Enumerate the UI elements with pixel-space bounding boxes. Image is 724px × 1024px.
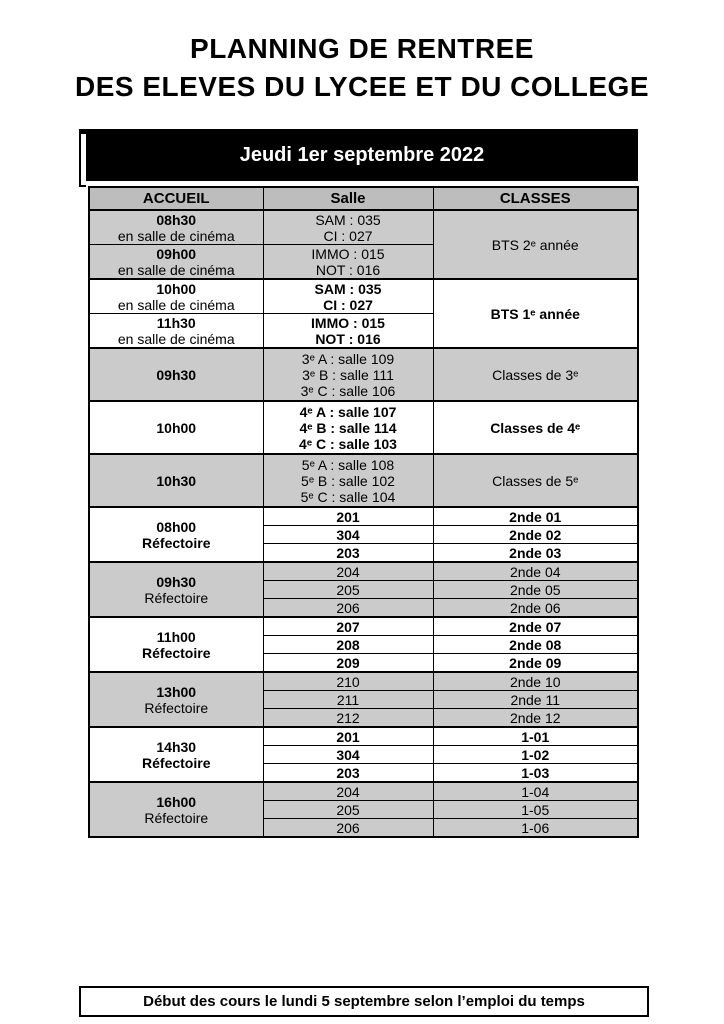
class-cell: 2nde 07 (433, 617, 638, 636)
table-row (89, 401, 638, 454)
salle-line: 5ᵉ C : salle 104 (300, 488, 396, 505)
class-cell: 1-03 (433, 764, 638, 783)
page-title (0, 0, 724, 106)
class-cell: 1-06 (433, 819, 638, 838)
time-label: 13h00 (156, 683, 197, 700)
salle-line: 5ᵉ A : salle 108 (301, 456, 395, 473)
location-label: Réfectoire (142, 754, 211, 771)
salle-line: 4ᵉ C : salle 103 (299, 435, 397, 452)
planning-table (88, 186, 639, 838)
class-cell: 2nde 01 (433, 507, 638, 526)
table-row (89, 727, 638, 746)
room-cell: 205 (263, 801, 433, 819)
accueil-cell (89, 210, 263, 245)
room-cell: 201 (263, 727, 433, 746)
table-row (89, 617, 638, 636)
time-label: 11h30 (156, 314, 196, 331)
time-label: 11h00 (156, 628, 196, 645)
room-cell: 304 (263, 746, 433, 764)
room-cell: 211 (263, 691, 433, 709)
table-row (89, 279, 638, 314)
title-line-2: DES ELEVES DU LYCEE ET DU COLLEGE (74, 71, 649, 102)
accueil-cell (89, 672, 263, 727)
room-cell: 304 (263, 526, 433, 544)
salle-cell (263, 245, 433, 280)
class-cell: 2nde 05 (433, 581, 638, 599)
salle-cell (263, 454, 433, 507)
salle-line: IMMO : 015 (311, 314, 385, 331)
time-label: 10h00 (156, 280, 197, 297)
salle-line: CI : 027 (323, 296, 373, 313)
class-cell: 1-05 (433, 801, 638, 819)
class-cell: 2nde 10 (433, 672, 638, 691)
classes-cell: Classes de 5ᵉ (433, 454, 638, 507)
footer-note (79, 986, 649, 1017)
table-row (89, 454, 638, 507)
location-label: en salle de cinéma (117, 261, 235, 278)
class-cell: 2nde 04 (433, 562, 638, 581)
salle-line: 4ᵉ A : salle 107 (299, 403, 397, 420)
classes-cell: Classes de 3ᵉ (433, 348, 638, 401)
salle-line: 4ᵉ B : salle 114 (299, 419, 397, 436)
salle-line: IMMO : 015 (311, 245, 385, 262)
room-cell: 203 (263, 764, 433, 783)
salle-line: 3ᵉ C : salle 106 (300, 382, 396, 399)
location-label: Réfectoire (142, 534, 211, 551)
table-row (89, 210, 638, 245)
location-label: Réfectoire (144, 809, 209, 826)
accueil-cell (89, 507, 263, 562)
classes-cell: BTS 2ᵉ année (433, 210, 638, 279)
accueil-cell (89, 314, 263, 349)
col-header-salle: Salle (263, 187, 433, 210)
room-cell: 204 (263, 562, 433, 581)
salle-line: SAM : 035 (315, 211, 381, 228)
class-cell: 1-04 (433, 782, 638, 801)
room-cell: 212 (263, 709, 433, 728)
class-cell: 2nde 06 (433, 599, 638, 618)
class-cell: 1-02 (433, 746, 638, 764)
footer-note-text: Début des cours le lundi 5 septembre selon l’emploi du temps (143, 993, 585, 1010)
location-label: Réfectoire (144, 589, 209, 606)
salle-line: CI : 027 (323, 227, 373, 244)
accueil-cell: 10h30 (89, 454, 263, 507)
salle-line: 5ᵉ B : salle 102 (301, 472, 395, 489)
class-cell: 2nde 08 (433, 636, 638, 654)
room-cell: 201 (263, 507, 433, 526)
salle-cell (263, 314, 433, 349)
date-banner (86, 129, 638, 181)
location-label: en salle de cinéma (117, 330, 235, 347)
time-label: 14h30 (156, 738, 197, 755)
room-cell: 203 (263, 544, 433, 563)
room-cell: 210 (263, 672, 433, 691)
location-label: Réfectoire (144, 699, 209, 716)
salle-cell (263, 348, 433, 401)
class-cell: 2nde 09 (433, 654, 638, 673)
room-cell: 208 (263, 636, 433, 654)
accueil-cell: 10h00 (89, 401, 263, 454)
accueil-cell (89, 617, 263, 672)
class-cell: 2nde 11 (433, 691, 638, 709)
accueil-cell (89, 727, 263, 782)
class-cell: 2nde 12 (433, 709, 638, 728)
time-label: 08h00 (156, 518, 197, 535)
location-label: en salle de cinéma (117, 296, 235, 313)
time-label: 16h00 (156, 793, 197, 810)
salle-line: 3ᵉ B : salle 111 (302, 366, 394, 383)
accueil-cell (89, 279, 263, 314)
table-row (89, 507, 638, 526)
salle-line: NOT : 016 (315, 261, 381, 278)
title-line-1: PLANNING DE RENTREE (190, 33, 534, 64)
date-banner-text: Jeudi 1er septembre 2022 (239, 143, 485, 166)
room-cell: 206 (263, 819, 433, 838)
accueil-cell: 09h30 (89, 348, 263, 401)
table-row (89, 672, 638, 691)
classes-cell: Classes de 4ᵉ (433, 401, 638, 454)
classes-cell: BTS 1ᵉ année (433, 279, 638, 348)
salle-line: 3ᵉ A : salle 109 (301, 350, 395, 367)
accueil-cell (89, 245, 263, 280)
salle-line: NOT : 016 (315, 330, 381, 347)
col-header-accueil: ACCUEIL (89, 187, 263, 210)
class-cell: 2nde 03 (433, 544, 638, 563)
location-label: Réfectoire (142, 644, 211, 661)
time-label: 09h00 (156, 245, 197, 262)
salle-cell (263, 279, 433, 314)
table-row (89, 348, 638, 401)
class-cell: 1-01 (433, 727, 638, 746)
room-cell: 205 (263, 581, 433, 599)
class-cell: 2nde 02 (433, 526, 638, 544)
accueil-cell (89, 782, 263, 837)
table-row (89, 562, 638, 581)
salle-cell (263, 401, 433, 454)
room-cell: 207 (263, 617, 433, 636)
time-label: 08h30 (156, 211, 197, 228)
room-cell: 204 (263, 782, 433, 801)
table-row (89, 782, 638, 801)
salle-cell (263, 210, 433, 245)
room-cell: 206 (263, 599, 433, 618)
location-label: en salle de cinéma (117, 227, 235, 244)
header-row (89, 187, 638, 210)
time-label: 09h30 (156, 573, 197, 590)
accueil-cell (89, 562, 263, 617)
salle-line: SAM : 035 (314, 280, 382, 297)
room-cell: 209 (263, 654, 433, 673)
col-header-classes: CLASSES (433, 187, 638, 210)
